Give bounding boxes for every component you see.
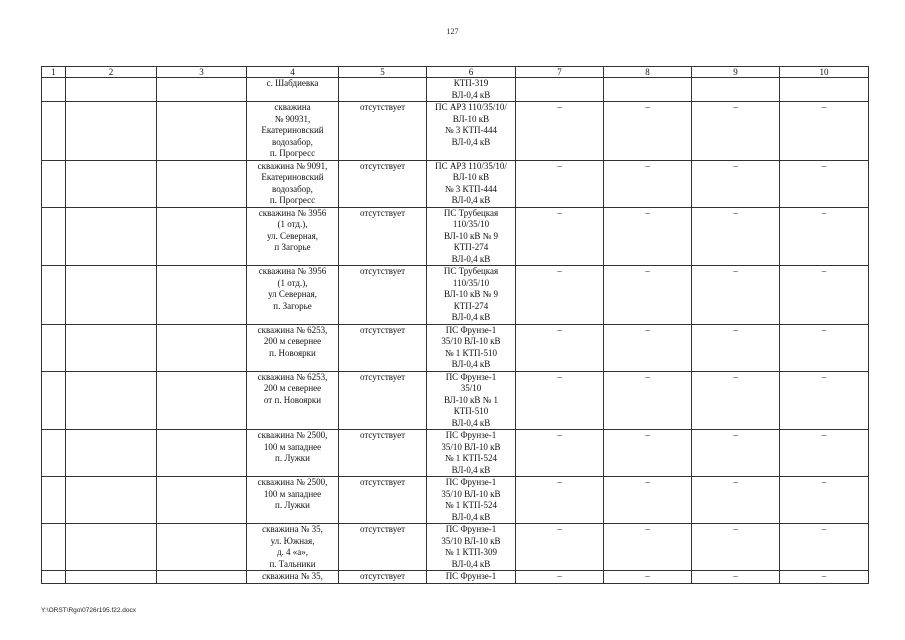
location-line: от п. Новоярки	[263, 394, 322, 405]
status-cell: отсутствует	[339, 102, 427, 161]
status-cell	[339, 78, 427, 102]
location-line: водозабор,	[272, 136, 313, 147]
dash-cell: –	[780, 477, 869, 524]
empty-cell	[66, 266, 157, 325]
object-location-cell	[247, 102, 339, 161]
location-line: скважина № 2500,	[257, 430, 328, 440]
power-source-line: № 1 КТП-309	[444, 547, 498, 557]
power-source-line: ПС Трубецкая	[443, 266, 499, 276]
location-line: 200 м севернее	[263, 383, 322, 393]
power-source-line: ВЛ-0,4 кВ	[451, 136, 491, 147]
power-source-line: ВЛ-0,4 кВ	[451, 417, 491, 428]
dash-cell: –	[604, 371, 692, 430]
column-number-7: 7	[516, 67, 604, 78]
location-line: ул Северная,	[268, 289, 317, 299]
empty-cell	[42, 102, 66, 161]
power-source-line: ВЛ-10 кВ № 9	[444, 230, 498, 241]
location-line: скважина	[274, 102, 311, 112]
empty-cell	[157, 324, 247, 371]
table-row	[42, 571, 869, 584]
object-location-cell	[247, 371, 339, 430]
object-location-cell	[247, 571, 339, 584]
dash-cell: –	[692, 571, 780, 584]
dash-cell	[604, 78, 692, 102]
dash-cell: –	[516, 324, 604, 371]
empty-cell	[66, 102, 157, 161]
power-source-cell	[427, 430, 516, 477]
empty-cell	[42, 160, 66, 207]
dash-cell: –	[516, 160, 604, 207]
dash-cell: –	[780, 266, 869, 325]
dash-cell: –	[604, 102, 692, 161]
empty-cell	[66, 524, 157, 571]
empty-cell	[42, 78, 66, 102]
file-path-footer: Y:\ORST\Rgo\0726r195.f22.docx	[41, 607, 137, 614]
status-cell: отсутствует	[339, 266, 427, 325]
status-cell: отсутствует	[339, 524, 427, 571]
dash-cell: –	[780, 524, 869, 571]
power-source-line: ВЛ-0,4 кВ	[451, 464, 491, 475]
empty-cell	[157, 160, 247, 207]
empty-cell	[66, 371, 157, 430]
location-line: (1 отд.),	[277, 219, 308, 229]
dash-cell	[780, 78, 869, 102]
dash-cell: –	[604, 571, 692, 584]
location-line: 100 м западнее	[263, 441, 322, 452]
status-cell: отсутствует	[339, 324, 427, 371]
empty-cell	[157, 430, 247, 477]
empty-cell	[157, 266, 247, 325]
table-body	[42, 78, 869, 584]
object-location-cell	[247, 207, 339, 266]
dash-cell: –	[780, 571, 869, 584]
dash-cell	[516, 78, 604, 102]
object-location-cell	[247, 160, 339, 207]
power-source-line: ВЛ-0,4 кВ	[451, 89, 491, 100]
column-number-row	[42, 67, 869, 78]
power-source-line: ПС АРЗ 110/35/10/	[435, 160, 507, 171]
empty-cell	[66, 207, 157, 266]
dash-cell: –	[692, 207, 780, 266]
power-source-cell	[427, 102, 516, 161]
location-line: п. Прогресс	[269, 148, 316, 158]
table-row	[42, 477, 869, 524]
status-cell: отсутствует	[339, 207, 427, 266]
power-source-line: КТП-274	[453, 242, 489, 252]
power-source-line: № 3 КТП-444	[444, 183, 498, 194]
location-line: скважина № 3956	[258, 207, 327, 218]
column-number-3: 3	[157, 67, 247, 78]
table-row	[42, 371, 869, 430]
empty-cell	[157, 207, 247, 266]
dash-cell: –	[780, 160, 869, 207]
location-line: ул. Южная,	[270, 535, 315, 546]
empty-cell	[66, 430, 157, 477]
column-number-5: 5	[339, 67, 427, 78]
location-line: Екатериновский	[261, 172, 324, 182]
empty-cell	[66, 477, 157, 524]
power-source-line: ПС Трубецкая	[443, 207, 499, 218]
power-source-line: ВЛ-0,4 кВ	[451, 558, 491, 569]
dash-cell: –	[604, 160, 692, 207]
location-line: скважина № 35,	[262, 571, 323, 581]
column-number-4: 4	[247, 67, 339, 78]
location-line: скважина № 3956	[258, 266, 327, 276]
dash-cell: –	[780, 207, 869, 266]
dash-cell: –	[604, 207, 692, 266]
location-line: скважина № 6253,	[257, 324, 328, 335]
power-source-line: ВЛ-0,4 кВ	[451, 312, 491, 322]
power-source-cell	[427, 371, 516, 430]
empty-cell	[157, 371, 247, 430]
empty-cell	[42, 324, 66, 371]
dash-cell: –	[604, 266, 692, 325]
location-line: п. Загорье	[273, 300, 312, 311]
object-location-cell	[247, 78, 339, 102]
dash-cell: –	[692, 160, 780, 207]
power-source-line: № 1 КТП-524	[444, 453, 498, 463]
dash-cell: –	[604, 477, 692, 524]
location-line: 100 м западнее	[263, 488, 322, 499]
power-source-cell	[427, 266, 516, 325]
dash-cell: –	[692, 524, 780, 571]
power-source-line: КТП-319	[453, 78, 489, 88]
dash-cell: –	[780, 371, 869, 430]
location-line: 200 м севернее	[263, 336, 322, 346]
table-row	[42, 524, 869, 571]
location-line: д. 4 «а»,	[276, 547, 309, 557]
power-source-line: ПС Фрунзе-1	[445, 524, 497, 534]
power-source-line: ВЛ-10 кВ № 1	[444, 394, 498, 405]
column-number-8: 8	[604, 67, 692, 78]
power-source-line: ВЛ-0,4 кВ	[451, 511, 491, 522]
dash-cell	[692, 78, 780, 102]
empty-cell	[42, 571, 66, 584]
empty-cell	[42, 477, 66, 524]
empty-cell	[157, 78, 247, 102]
empty-cell	[157, 571, 247, 584]
power-source-line: 110/35/10	[452, 219, 490, 229]
column-number-10: 10	[780, 67, 869, 78]
power-source-line: ПС Фрунзе-1	[445, 324, 497, 335]
table-row	[42, 324, 869, 371]
table-row	[42, 207, 869, 266]
power-source-line: ПС Фрунзе-1	[445, 477, 497, 487]
dash-cell: –	[780, 324, 869, 371]
dash-cell: –	[516, 571, 604, 584]
power-source-line: КТП-274	[453, 300, 489, 311]
power-source-cell	[427, 78, 516, 102]
location-line: скважина № 35,	[262, 524, 323, 534]
dash-cell: –	[516, 524, 604, 571]
object-location-cell	[247, 266, 339, 325]
column-number-2: 2	[66, 67, 157, 78]
power-source-line: ПС Фрунзе-1	[445, 571, 497, 581]
page-number: 127	[446, 27, 459, 36]
dash-cell: –	[516, 430, 604, 477]
location-line: водозабор,	[272, 183, 313, 194]
dash-cell: –	[604, 430, 692, 477]
empty-cell	[66, 160, 157, 207]
power-source-line: ВЛ-0,4 кВ	[451, 195, 491, 205]
location-line: скважина № 2500,	[257, 477, 328, 487]
power-source-cell	[427, 160, 516, 207]
document-table	[41, 66, 869, 584]
power-source-line: ПС АРЗ 110/35/10/	[435, 102, 507, 112]
power-source-cell	[427, 571, 516, 584]
location-line: п. Тальники	[269, 558, 316, 569]
power-source-line: ПС Фрунзе-1	[445, 430, 497, 440]
dash-cell: –	[780, 102, 869, 161]
status-cell: отсутствует	[339, 160, 427, 207]
location-line: п. Новоярки	[269, 347, 316, 358]
status-cell: отсутствует	[339, 477, 427, 524]
dash-cell: –	[516, 207, 604, 266]
empty-cell	[42, 266, 66, 325]
object-location-cell	[247, 430, 339, 477]
empty-cell	[157, 524, 247, 571]
power-source-cell	[427, 477, 516, 524]
empty-cell	[66, 324, 157, 371]
dash-cell: –	[516, 102, 604, 161]
power-source-cell	[427, 324, 516, 371]
power-source-line: ПС Фрунзе-1	[445, 371, 497, 382]
dash-cell: –	[692, 371, 780, 430]
power-source-cell	[427, 207, 516, 266]
location-line: п Загорье	[274, 242, 311, 252]
dash-cell: –	[780, 430, 869, 477]
object-location-cell	[247, 524, 339, 571]
power-source-line: 35/10 ВЛ-10 кВ	[441, 441, 501, 452]
location-line: Екатериновский	[261, 125, 324, 135]
column-number-9: 9	[692, 67, 780, 78]
power-source-line: ВЛ-10 кВ	[452, 113, 490, 124]
dash-cell: –	[692, 102, 780, 161]
empty-cell	[42, 371, 66, 430]
location-line: п. Лужки	[275, 453, 310, 463]
power-source-line: КТП-510	[453, 406, 489, 416]
table-row	[42, 430, 869, 477]
dash-cell: –	[516, 477, 604, 524]
dash-cell: –	[692, 266, 780, 325]
power-source-line: 110/35/10	[452, 277, 490, 288]
table-row	[42, 160, 869, 207]
dash-cell: –	[516, 371, 604, 430]
power-source-line: ВЛ-10 кВ	[452, 172, 490, 182]
location-line: скважина № 6253,	[257, 371, 328, 382]
table-row	[42, 78, 869, 102]
empty-cell	[66, 78, 157, 102]
location-line: (1 отд.),	[277, 277, 308, 288]
power-source-cell	[427, 524, 516, 571]
power-source-line: № 3 КТП-444	[444, 125, 498, 135]
location-line: ул. Северная,	[266, 230, 319, 241]
location-line: скважина № 9091,	[257, 160, 328, 171]
object-location-cell	[247, 324, 339, 371]
table-row	[42, 102, 869, 161]
power-source-line: № 1 КТП-510	[444, 347, 498, 358]
power-source-line: 35/10 ВЛ-10 кВ	[441, 535, 501, 546]
power-source-line: ВЛ-10 кВ № 9	[444, 289, 498, 299]
power-source-line: ВЛ-0,4 кВ	[451, 253, 491, 264]
status-cell: отсутствует	[339, 371, 427, 430]
power-source-line: 35/10 ВЛ-10 кВ	[441, 488, 501, 499]
empty-cell	[42, 207, 66, 266]
empty-cell	[42, 430, 66, 477]
dash-cell: –	[604, 324, 692, 371]
empty-cell	[66, 571, 157, 584]
empty-cell	[157, 477, 247, 524]
power-source-line: ВЛ-0,4 кВ	[451, 359, 491, 369]
empty-cell	[157, 102, 247, 161]
power-source-line: 35/10	[460, 383, 482, 393]
location-line: № 90931,	[274, 113, 311, 124]
power-source-line: 35/10 ВЛ-10 кВ	[441, 336, 501, 346]
column-number-6: 6	[427, 67, 516, 78]
status-cell: отсутствует	[339, 430, 427, 477]
dash-cell: –	[692, 477, 780, 524]
dash-cell: –	[692, 324, 780, 371]
location-line: п. Лужки	[275, 500, 310, 510]
object-location-cell	[247, 477, 339, 524]
empty-cell	[42, 524, 66, 571]
dash-cell: –	[604, 524, 692, 571]
column-number-1: 1	[42, 67, 66, 78]
power-source-line: № 1 КТП-524	[444, 500, 498, 510]
location-line: с. Шабдиевка	[266, 78, 319, 88]
table-row	[42, 266, 869, 325]
dash-cell: –	[692, 430, 780, 477]
status-cell: отсутствует	[339, 571, 427, 584]
dash-cell: –	[516, 266, 604, 325]
location-line: п. Прогресс	[269, 195, 316, 205]
